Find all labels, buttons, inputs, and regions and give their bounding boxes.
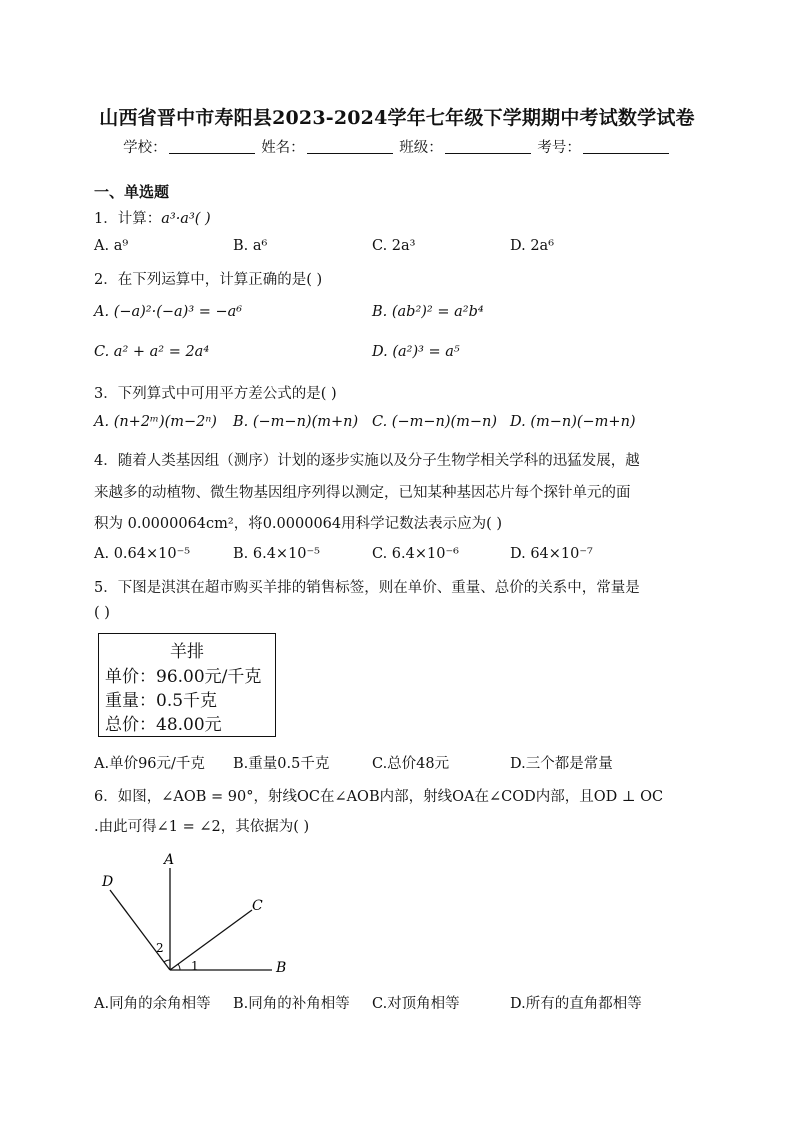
q4-option-a[interactable]: A. 0.64×10⁻⁵ <box>94 546 191 562</box>
angle-figure <box>94 850 304 980</box>
question-6-line-1: 6．如图，∠AOB = 90°，射线OC在∠AOB内部，射线OA在∠COD内部，且OD ⊥ OC <box>94 789 664 805</box>
q5-option-c[interactable]: C.总价48元 <box>372 756 450 772</box>
point-a-label: A <box>164 852 175 868</box>
q2-option-c[interactable]: C. a² + a² = 2a⁴ <box>94 344 210 360</box>
point-b-label: B <box>276 960 287 976</box>
question-4-line-2: 来越多的动植物、微生物基因组序列得以测定，已知某种基因芯片每个探针单元的面 <box>94 485 631 501</box>
q3-option-d[interactable]: D. (m−n)(−m+n) <box>510 414 636 430</box>
q1-expression: a³·a³( ) <box>161 211 211 227</box>
q3-option-c[interactable]: C. (−m−n)(m−n) <box>372 414 498 430</box>
q6-option-c[interactable]: C.对顶角相等 <box>372 996 460 1012</box>
q5-option-d[interactable]: D.三个都是常量 <box>510 756 613 772</box>
question-6-line-2: .由此可得∠1 = ∠2，其依据为( ) <box>94 819 310 835</box>
q5-option-b[interactable]: B.重量0.5千克 <box>233 756 330 772</box>
question-4-line-3: 积为 0.0000064cm²，将0.0000064用科学记数法表示应为( ) <box>94 516 503 532</box>
point-c-label: C <box>252 898 263 914</box>
q5-option-a[interactable]: A.单价96元/千克 <box>94 756 205 772</box>
name-blank[interactable] <box>307 139 393 154</box>
angle-2-arc <box>164 960 170 962</box>
q6-option-a[interactable]: A.同角的余角相等 <box>94 996 211 1012</box>
question-5-line-1: 5．下图是淇淇在超市购买羊排的销售标签，则在单价、重量、总价的关系中，常量是 <box>94 580 640 596</box>
angle-2-label: 2 <box>156 941 164 955</box>
page-title: 山西省晋中市寿阳县2023-2024学年七年级下学期期中考试数学试卷 <box>99 107 695 129</box>
label-weight: 重量：0.5千克 <box>105 691 218 711</box>
point-d-label: D <box>102 874 114 890</box>
q2-option-b[interactable]: B. (ab²)² = a²b⁴ <box>372 304 484 320</box>
q4-option-b[interactable]: B. 6.4×10⁻⁵ <box>233 546 320 562</box>
class-blank[interactable] <box>445 139 531 154</box>
question-4-line-1: 4．随着人类基因组（测序）计划的逐步实施以及分子生物学相关学科的迅猛发展，越 <box>94 453 640 469</box>
exam-number-label: 考号： <box>537 140 581 156</box>
label-unit-price: 单价：96.00元/千克 <box>105 667 262 687</box>
school-blank[interactable] <box>169 139 255 154</box>
q3-option-b[interactable]: B. (−m−n)(m+n) <box>233 414 359 430</box>
question-5-line-2: ( ) <box>94 605 110 621</box>
q4-option-c[interactable]: C. 6.4×10⁻⁶ <box>372 546 459 562</box>
ray-oc <box>170 910 252 970</box>
student-info-row <box>0 136 794 157</box>
exam-number-blank[interactable] <box>583 139 669 154</box>
price-label-box <box>98 633 276 737</box>
ray-od <box>110 890 170 970</box>
question-2-stem: 2．在下列运算中，计算正确的是( ) <box>94 272 323 288</box>
q1-option-c[interactable]: C. 2a³ <box>372 238 416 254</box>
q1-stem-text: 1．计算： <box>94 211 162 227</box>
q2-option-a[interactable]: A. (−a)²·(−a)³ = −a⁶ <box>94 304 243 320</box>
question-1-stem <box>94 207 211 228</box>
question-3-stem: 3．下列算式中可用平方差公式的是( ) <box>94 386 337 402</box>
label-total-price: 总价：48.00元 <box>105 715 222 735</box>
q4-option-d[interactable]: D. 64×10⁻⁷ <box>510 546 593 562</box>
q1-option-a[interactable]: A. a⁹ <box>94 238 129 254</box>
q2-option-d[interactable]: D. (a²)³ = a⁵ <box>372 344 460 360</box>
section-heading: 一、单选题 <box>94 183 170 201</box>
q1-option-b[interactable]: B. a⁶ <box>233 238 268 254</box>
q3-option-a[interactable]: A. (n+2ᵐ)(m−2ⁿ) <box>94 414 217 430</box>
q1-option-d[interactable]: D. 2a⁶ <box>510 238 555 254</box>
q6-option-d[interactable]: D.所有的直角都相等 <box>510 996 642 1012</box>
school-label: 学校： <box>123 140 167 156</box>
angle-1-label: 1 <box>191 959 199 973</box>
name-label: 姓名： <box>261 140 305 156</box>
q6-option-b[interactable]: B.同角的补角相等 <box>233 996 350 1012</box>
angle-1-arc <box>178 964 180 970</box>
class-label: 班级： <box>399 140 443 156</box>
label-product-name: 羊排 <box>170 642 204 662</box>
